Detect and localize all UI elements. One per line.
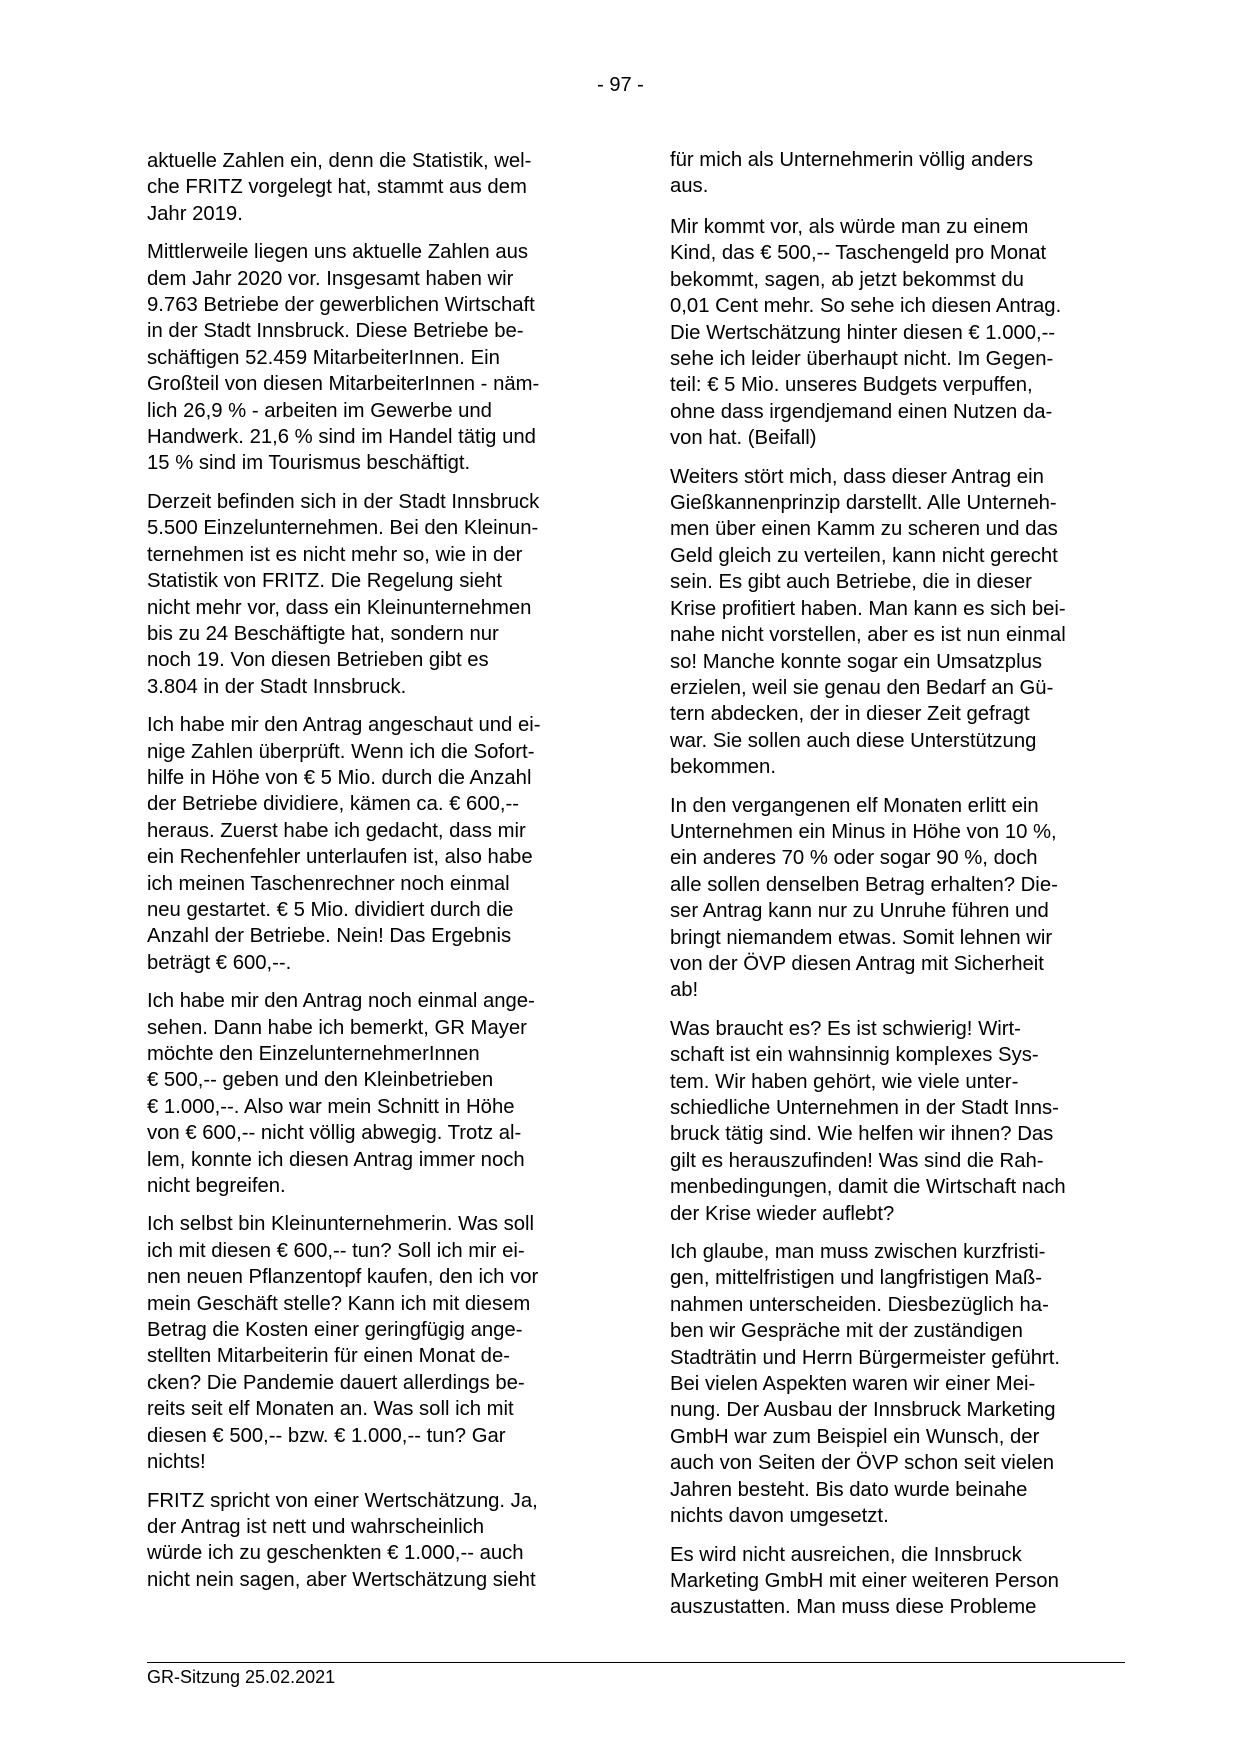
- text-line: Stadträtin und Herrn Bürgermeister geführt.: [670, 1346, 1061, 1369]
- text-line: ich mit diesen € 600,-- tun? Soll ich mir ei-: [147, 1239, 525, 1262]
- text-line: auch von Seiten der ÖVP schon seit vielen: [670, 1452, 1055, 1475]
- text-line: ein Rechenfehler unterlaufen ist, also habe: [147, 846, 533, 869]
- paragraph: [670, 214, 1130, 452]
- text-line: ab!: [670, 979, 699, 1002]
- text-line: Ich habe mir den Antrag angeschaut und ei-: [147, 714, 541, 737]
- text-line: In den vergangenen elf Monaten erlitt ein: [670, 794, 1039, 817]
- text-line: sehe ich leider überhaupt nicht. Im Gegen-: [670, 348, 1054, 371]
- text-line: bringt niemandem etwas. Somit lehnen wir: [670, 926, 1053, 949]
- text-line: ein anderes 70 % oder sogar 90 %, doch: [670, 847, 1038, 870]
- text-line: Bei vielen Aspekten waren wir einer Mei-: [670, 1373, 1036, 1396]
- text-line: tern abdecken, der in dieser Zeit gefragt: [670, 703, 1030, 726]
- text-line: 0,01 Cent mehr. So sehe ich diesen Antrag.: [670, 295, 1062, 318]
- footer-session-date: GR-Sitzung 25.02.2021: [147, 1667, 336, 1687]
- paragraph: [147, 148, 607, 227]
- text-line: bekommen.: [670, 756, 776, 779]
- text-line: GmbH war zum Beispiel ein Wunsch, der: [670, 1425, 1040, 1448]
- text-line: 3.804 in der Stadt Innsbruck.: [147, 675, 407, 698]
- text-line: bruck tätig sind. Wie helfen wir ihnen? Das: [670, 1123, 1054, 1146]
- text-line: menbedingungen, damit die Wirtschaft nach: [670, 1176, 1066, 1199]
- text-line: beträgt € 600,--.: [147, 951, 292, 974]
- text-line: Kind, das € 500,-- Taschengeld pro Monat: [670, 242, 1047, 265]
- text-line: bis zu 24 Beschäftigte hat, sondern nur: [147, 622, 499, 645]
- paragraph: [147, 988, 607, 1199]
- text-line: gilt es herauszufinden! Was sind die Rah-: [670, 1149, 1044, 1172]
- right-column-continuation: [670, 147, 1130, 212]
- right-column: [670, 214, 1130, 1633]
- text-line: nicht mehr vor, dass ein Kleinunternehmen: [147, 596, 532, 619]
- text-line: Unternehmen ein Minus in Höhe von 10 %,: [670, 820, 1057, 843]
- text-line: ternehmen ist es nicht mehr so, wie in der: [147, 543, 523, 566]
- paragraph: [147, 1211, 607, 1475]
- text-line: Großteil von diesen MitarbeiterInnen - näm-: [147, 373, 540, 396]
- text-line: dem Jahr 2020 vor. Insgesamt haben wir: [147, 267, 514, 290]
- paragraph: [147, 712, 607, 976]
- text-line: Ich habe mir den Antrag noch einmal ange-: [147, 990, 535, 1013]
- text-line: ser Antrag kann nur zu Unruhe führen und: [670, 900, 1049, 923]
- paragraph: [670, 1239, 1130, 1529]
- text-line: Krise profitiert haben. Man kann es sich bei-: [670, 597, 1066, 620]
- footer-divider: [147, 1662, 1125, 1663]
- left-column: [147, 148, 607, 1605]
- text-line: FRITZ spricht von einer Wertschätzung. Ja,: [147, 1489, 538, 1512]
- text-line: schaft ist ein wahnsinnig komplexes Sys-: [670, 1044, 1039, 1067]
- text-line: € 1.000,--. Also war mein Schnitt in Höhe: [147, 1095, 515, 1118]
- text-line: teil: € 5 Mio. unseres Budgets verpuffen,: [670, 374, 1033, 397]
- text-line: nichts!: [147, 1451, 206, 1474]
- text-line: nicht begreifen.: [147, 1175, 286, 1198]
- text-line: Es wird nicht ausreichen, die Innsbruck: [670, 1543, 1022, 1566]
- text-line: schiedliche Unternehmen in der Stadt Inns-: [670, 1097, 1059, 1119]
- text-line: stellten Mitarbeiterin für einen Monat de-: [147, 1345, 510, 1368]
- text-line: 15 % sind im Tourismus beschäftigt.: [147, 452, 471, 475]
- text-line: reits seit elf Monaten an. Was soll ich mit: [147, 1398, 514, 1421]
- text-line: nichts davon umgesetzt.: [670, 1505, 889, 1528]
- text-line: in der Stadt Innsbruck. Diese Betriebe be-: [147, 320, 524, 343]
- text-line: aus.: [670, 175, 709, 198]
- text-line: Jahr 2019.: [147, 202, 243, 225]
- text-line: nahe nicht vorstellen, aber es ist nun einmal: [670, 624, 1066, 647]
- text-line: nige Zahlen überprüft. Wenn ich die Sofort-: [147, 740, 535, 763]
- text-line: schäftigen 52.459 MitarbeiterInnen. Ein: [147, 346, 500, 369]
- text-line: Gießkannenprinzip darstellt. Alle Unterneh-: [670, 492, 1057, 515]
- text-line: gen, mittelfristigen und langfristigen Maß-: [670, 1267, 1042, 1290]
- text-line: Geld gleich zu verteilen, kann nicht gerecht: [670, 544, 1058, 567]
- text-line: Ich selbst bin Kleinunternehmerin. Was soll: [147, 1213, 535, 1236]
- text-line: möchte den EinzelunternehmerInnen: [147, 1043, 480, 1065]
- text-line: mein Geschäft stelle? Kann ich mit diesem: [147, 1292, 531, 1315]
- text-line: lich 26,9 % - arbeiten im Gewerbe und: [147, 399, 492, 422]
- text-line: der Betriebe dividiere, kämen ca. € 600,--: [147, 793, 520, 816]
- paragraph: [147, 239, 607, 477]
- text-line: hilfe in Höhe von € 5 Mio. durch die Anzahl: [147, 766, 532, 789]
- text-line: tem. Wir haben gehört, wie viele unter-: [670, 1070, 1019, 1093]
- text-line: Was braucht es? Es ist schwierig! Wirt-: [670, 1017, 1021, 1040]
- text-line: auszustatten. Man muss diese Probleme: [670, 1596, 1037, 1619]
- text-line: Die Wertschätzung hinter diesen € 1.000,--: [670, 321, 1056, 344]
- text-line: Ich glaube, man muss zwischen kurzfristi-: [670, 1241, 1046, 1264]
- text-line: heraus. Zuerst habe ich gedacht, dass mir: [147, 819, 526, 842]
- paragraph: [670, 1016, 1130, 1227]
- text-line: Statistik von FRITZ. Die Regelung sieht: [147, 570, 503, 593]
- text-line: Derzeit befinden sich in der Stadt Innsbruck: [147, 490, 540, 513]
- text-line: Anzahl der Betriebe. Nein! Das Ergebnis: [147, 925, 512, 948]
- text-line: lem, konnte ich diesen Antrag immer noch: [147, 1148, 525, 1171]
- text-line: von hat. (Beifall): [670, 427, 817, 450]
- text-line: der Antrag ist nett und wahrscheinlich: [147, 1515, 485, 1538]
- text-line: sein. Es gibt auch Betriebe, die in dieser: [670, 571, 1032, 594]
- text-line: neu gestartet. € 5 Mio. dividiert durch die: [147, 898, 514, 921]
- text-line: aktuelle Zahlen ein, denn die Statistik, wel-: [147, 150, 532, 172]
- text-line: alle sollen denselben Betrag erhalten? Die-: [670, 873, 1058, 896]
- text-line: Jahren besteht. Bis dato wurde beinahe: [670, 1478, 1028, 1501]
- text-line: ich meinen Taschenrechner noch einmal: [147, 872, 510, 895]
- text-line: war. Sie sollen auch diese Unterstützung: [670, 729, 1037, 752]
- text-line: nicht nein sagen, aber Wertschätzung sieht: [147, 1568, 536, 1591]
- text-line: nung. Der Ausbau der Innsbruck Marketing: [670, 1399, 1056, 1422]
- text-line: 9.763 Betriebe der gewerblichen Wirtschaft: [147, 294, 535, 317]
- text-line: für mich als Unternehmerin völlig anders: [670, 149, 1033, 171]
- text-line: der Krise wieder auflebt?: [670, 1202, 895, 1225]
- paragraph: [670, 793, 1130, 1004]
- text-line: Weiters stört mich, dass dieser Antrag ein: [670, 465, 1044, 488]
- text-line: von € 600,-- nicht völlig abwegig. Trotz al-: [147, 1122, 522, 1145]
- text-line: sehen. Dann habe ich bemerkt, GR Mayer: [147, 1016, 527, 1039]
- text-line: che FRITZ vorgelegt hat, stammt aus dem: [147, 176, 527, 199]
- paragraph: [147, 1488, 607, 1594]
- text-line: von der ÖVP diesen Antrag mit Sicherheit: [670, 952, 1044, 975]
- text-line: nahmen unterscheiden. Diesbezüglich ha-: [670, 1293, 1049, 1316]
- text-line: 5.500 Einzelunternehmen. Bei den Kleinun-: [147, 517, 539, 540]
- text-line: Betrag die Kosten einer geringfügig ange-: [147, 1319, 523, 1342]
- text-line: so! Manche konnte sogar ein Umsatzplus: [670, 650, 1043, 673]
- paragraph: [147, 489, 607, 700]
- text-line: Mir kommt vor, als würde man zu einem: [670, 216, 1029, 238]
- text-line: € 500,-- geben und den Kleinbetrieben: [147, 1069, 494, 1092]
- text-line: noch 19. Von diesen Betrieben gibt es: [147, 649, 489, 672]
- text-line: ohne dass irgendjemand einen Nutzen da-: [670, 400, 1053, 423]
- text-line: bekommt, sagen, ab jetzt bekommst du: [670, 268, 1024, 291]
- text-line: Handwerk. 21,6 % sind im Handel tätig und: [147, 426, 536, 449]
- text-line: ben wir Gespräche mit der zuständigen: [670, 1320, 1023, 1343]
- text-line: men über einen Kamm zu scheren und das: [670, 518, 1058, 541]
- text-line: Marketing GmbH mit einer weiteren Person: [670, 1569, 1059, 1592]
- text-line: nen neuen Pflanzentopf kaufen, den ich vor: [147, 1266, 539, 1289]
- paragraph: [670, 464, 1130, 781]
- text-line: erzielen, weil sie genau den Bedarf an Gü-: [670, 676, 1054, 699]
- text-line: diesen € 500,-- bzw. € 1.000,-- tun? Gar: [147, 1424, 506, 1447]
- paragraph: [670, 147, 1130, 200]
- text-line: cken? Die Pandemie dauert allerdings be-: [147, 1371, 525, 1394]
- text-line: würde ich zu geschenkten € 1.000,-- auch: [147, 1542, 524, 1565]
- page-number: - 97 -: [597, 74, 644, 96]
- text-line: Mittlerweile liegen uns aktuelle Zahlen aus: [147, 241, 529, 264]
- paragraph: [670, 1542, 1130, 1621]
